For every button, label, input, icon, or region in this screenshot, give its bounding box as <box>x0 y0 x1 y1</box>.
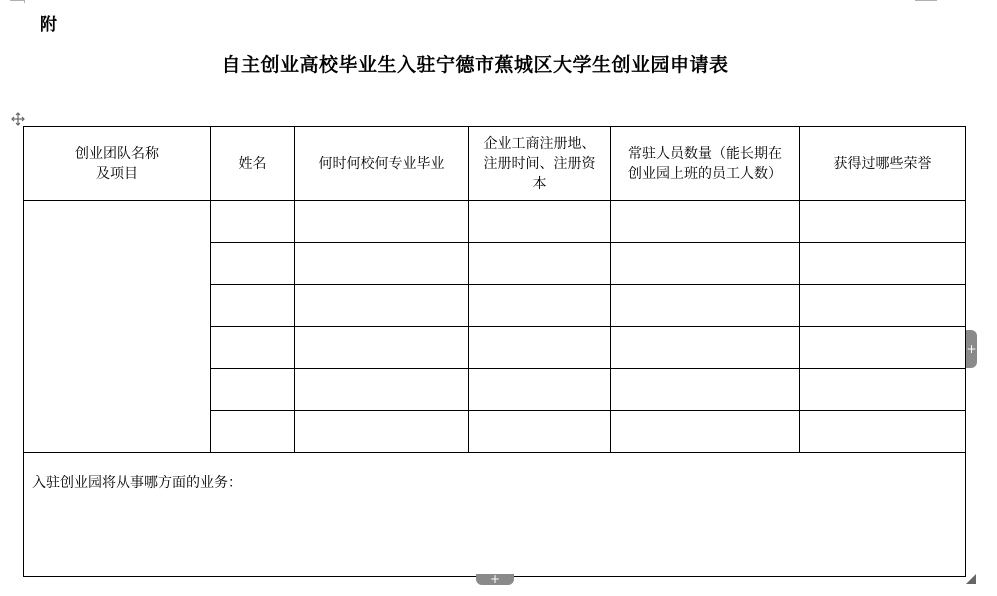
add-column-button[interactable] <box>966 330 977 368</box>
member-registration-cell[interactable] <box>469 411 611 453</box>
member-school-cell[interactable] <box>295 243 469 285</box>
page-corner-mark-right <box>915 0 937 1</box>
header-registration-line1: 企业工商注册地、 <box>483 135 596 152</box>
member-honors-cell[interactable] <box>800 369 966 411</box>
member-registration-cell[interactable] <box>469 369 611 411</box>
member-name-cell[interactable] <box>211 201 295 243</box>
member-name-cell[interactable] <box>211 411 295 453</box>
business-description-label: 入驻创业园将从事哪方面的业务： <box>32 475 242 491</box>
table-move-handle-icon[interactable] <box>10 111 26 127</box>
member-honors-cell[interactable] <box>800 285 966 327</box>
member-school-cell[interactable] <box>295 369 469 411</box>
header-row <box>24 127 966 201</box>
header-registration-line3: 本 <box>532 175 547 192</box>
member-name-cell[interactable] <box>211 285 295 327</box>
header-name-label: 姓名 <box>238 155 267 172</box>
member-registration-cell[interactable] <box>469 285 611 327</box>
member-honors-cell[interactable] <box>800 243 966 285</box>
header-honors <box>800 127 966 201</box>
member-school-cell[interactable] <box>295 201 469 243</box>
header-team-name <box>24 127 211 201</box>
member-registration-cell[interactable] <box>469 201 611 243</box>
member-staff-cell[interactable] <box>611 411 800 453</box>
header-school-major <box>295 127 469 201</box>
team-name-input-cell[interactable] <box>24 201 211 453</box>
member-staff-cell[interactable] <box>611 327 800 369</box>
header-registration <box>469 127 611 201</box>
member-honors-cell[interactable] <box>800 201 966 243</box>
header-staff-line1: 常驻人员数量（能长期在 <box>628 145 782 162</box>
member-staff-cell[interactable] <box>611 243 800 285</box>
annex-label: 附 <box>40 15 57 35</box>
member-honors-cell[interactable] <box>800 411 966 453</box>
member-honors-cell[interactable] <box>800 327 966 369</box>
header-school-major-label: 何时何校何专业毕业 <box>318 155 445 172</box>
member-staff-cell[interactable] <box>611 369 800 411</box>
header-staff-line2: 创业园上班的员工人数） <box>628 165 782 182</box>
add-row-plus-icon: + <box>489 572 501 586</box>
header-team-name-line2: 及项目 <box>96 165 138 182</box>
member-name-cell[interactable] <box>211 327 295 369</box>
member-school-cell[interactable] <box>295 411 469 453</box>
page-corner-mark-left <box>10 0 24 1</box>
table-resize-handle-icon[interactable] <box>966 574 976 584</box>
header-staff-count <box>611 127 800 201</box>
page-corner-mark-left-vertical <box>24 0 25 3</box>
document-title: 自主创业高校毕业生入驻宁德市蕉城区大学生创业园申请表 <box>221 54 729 76</box>
add-row-button[interactable] <box>476 574 514 585</box>
member-staff-cell[interactable] <box>611 201 800 243</box>
member-school-cell[interactable] <box>295 327 469 369</box>
member-name-cell[interactable] <box>211 243 295 285</box>
header-name <box>211 127 295 201</box>
add-column-plus-icon: + <box>966 342 977 356</box>
business-row <box>24 453 966 577</box>
business-description-cell[interactable] <box>24 453 966 577</box>
header-registration-line2: 注册时间、注册资 <box>483 155 596 172</box>
member-name-cell[interactable] <box>211 369 295 411</box>
member-registration-cell[interactable] <box>469 243 611 285</box>
member-row <box>24 201 966 243</box>
member-registration-cell[interactable] <box>469 327 611 369</box>
header-honors-label: 获得过哪些荣誉 <box>833 155 932 172</box>
application-table <box>23 126 966 577</box>
member-staff-cell[interactable] <box>611 285 800 327</box>
member-school-cell[interactable] <box>295 285 469 327</box>
header-team-name-line1: 创业团队名称 <box>75 145 159 162</box>
